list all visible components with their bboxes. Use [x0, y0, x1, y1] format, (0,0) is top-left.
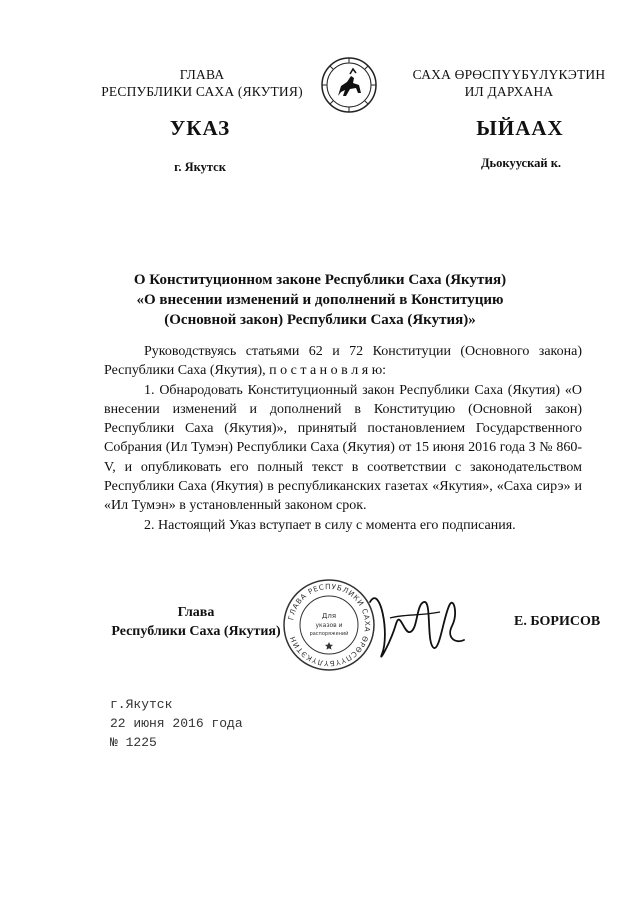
- signatory-role: [104, 603, 288, 641]
- item-1: 1. Обнародовать Конституционный закон Республики Саха (Якутия) «О внесении изменений и дополнений в Конституцию (Основной закон) Республики Саха (Якутия)», принятый постановлением Государственного Собрания (Ил Тумэн) Республики Саха (Якутия) от 15 июня 2016 года З № 860-V, и опубликовать его полный текст в соответствии с законодательством Республики Саха (Якутия) в республиканских газетах «Якутия», «Саха сирэ» и «Ил Тумэн» в установленный законом срок.: [104, 382, 582, 514]
- seal-center-line1: Для: [321, 612, 337, 620]
- footer-number: № 1225: [110, 735, 157, 750]
- document-body: [104, 342, 582, 535]
- title-line2: «О внесении изменений и дополнений в Конституцию: [136, 292, 504, 308]
- seal-ring-text: ГЛАВА РЕСПУБЛИКИ САХА ӨРӨСПҮҮБҮЛҮКЭТИН: [286, 581, 373, 669]
- header-left: [92, 66, 312, 100]
- header-right-line2: ИЛ ДАРХАНА: [464, 84, 554, 99]
- item-2: 2. Настоящий Указ вступает в силу с момента его подписания.: [144, 517, 516, 533]
- preamble: Руководствуясь статьями 62 и 72 Конституции (Основного закона) Республики Саха (Якутия), п о с т а н о в л я ю:: [104, 344, 582, 379]
- title-line1: О Конституционном законе Республики Саха (Якутия): [133, 272, 507, 288]
- seal-star-icon: [325, 642, 333, 650]
- seal-center-line2: указов и: [315, 622, 343, 629]
- document-title: [100, 270, 540, 330]
- seal-center-line3: распоряжений: [309, 631, 349, 637]
- header-left-line2: РЕСПУБЛИКИ САХА (ЯКУТИЯ): [101, 84, 303, 99]
- handwritten-signature: [360, 574, 470, 674]
- signatory-role-line1: Глава: [177, 605, 215, 620]
- header-right: [396, 66, 622, 100]
- signatory-role-line2: Республики Саха (Якутия): [111, 624, 281, 639]
- header-left-line1: ГЛАВА: [179, 67, 225, 82]
- signatory-name: Е. БОРИСОВ: [514, 614, 601, 629]
- city-left: г. Якутск: [174, 160, 226, 174]
- title-line3: (Основной закон) Республики Саха (Якутия)»: [164, 312, 476, 328]
- doc-type-left: УКАЗ: [169, 116, 231, 140]
- footer-city: г.Якутск: [110, 697, 173, 712]
- footer-date: 22 июня 2016 года: [110, 716, 243, 731]
- doc-type-right: ЫЙААХ: [476, 116, 564, 140]
- header-right-line1: САХА ӨРӨСПҮҮБҮЛҮКЭТИН: [412, 67, 606, 82]
- coat-of-arms-icon: [320, 56, 378, 114]
- city-right: Дьокуускай к.: [480, 156, 562, 170]
